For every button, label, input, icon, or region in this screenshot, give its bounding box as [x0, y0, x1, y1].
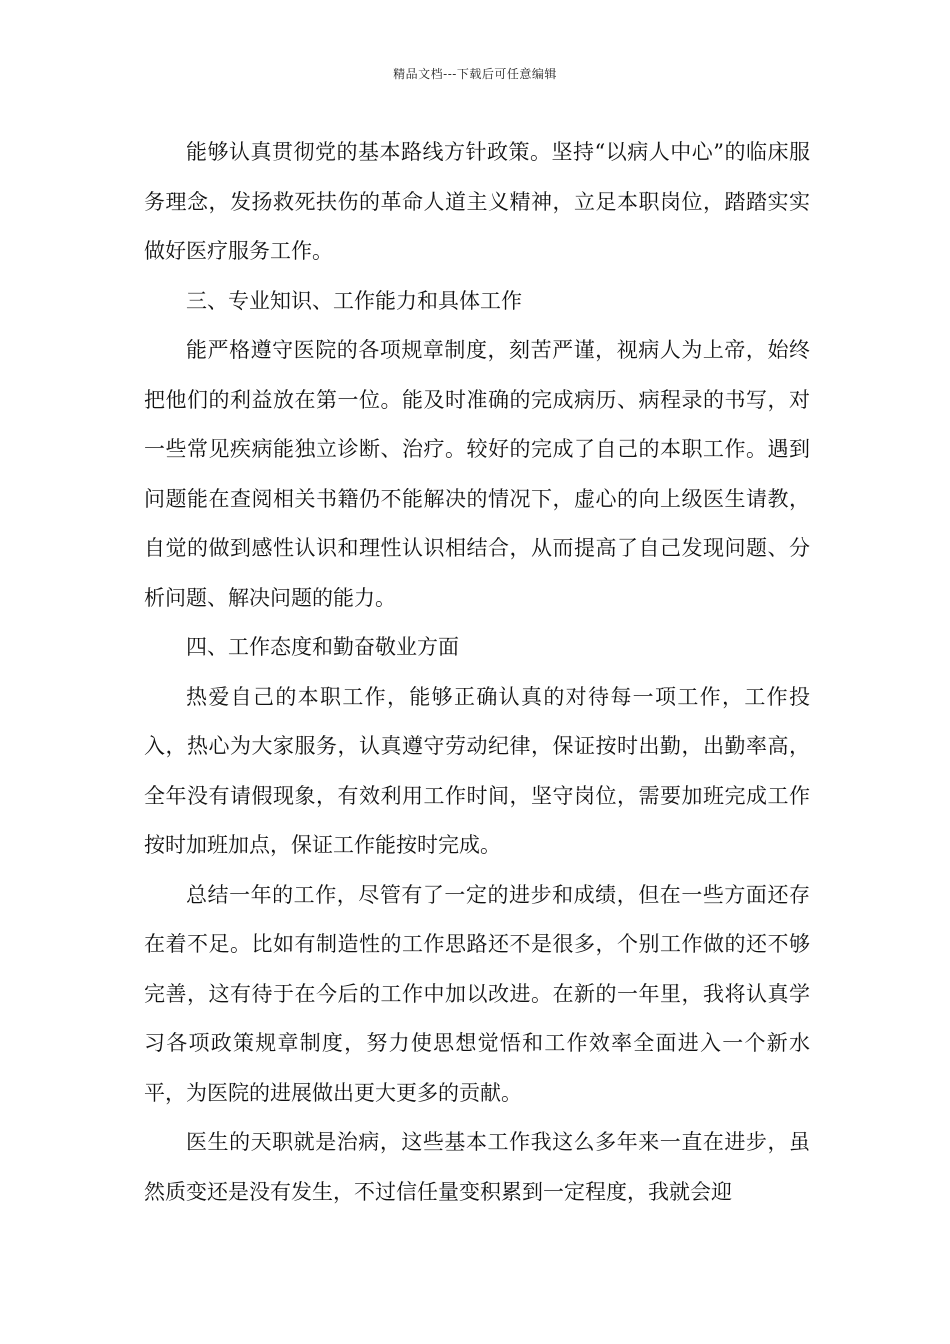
- section-heading-professional-knowledge: 三、专业知识、工作能力和具体工作: [186, 288, 522, 313]
- paragraph-annual-summary: 总结一年的工作，尽管有了一定的进步和成绩，但在一些方面还存在着不足。比如有制造性的工作思路还不是很多，个别工作做的还不够完善，这有待于在今后的工作中加以改进。在新的一年里，我将认真学习各项政策规章制度，努力使思想觉悟和工作效率全面进入一个新水平，为医院的进展做出更大更多的贡献。: [144, 882, 810, 1105]
- paragraph-work-attitude: 热爱自己的本职工作，能够正确认真的对待每一项工作，工作投入，热心为大家服务，认真遵守劳动纪律，保证按时出勤，出勤率高，全年没有请假现象，有效利用工作时间，坚守岗位，需要加班完成工作按时加班加点，保证工作能按时完成。: [144, 684, 810, 857]
- paragraph-doctor-duty: 医生的天职就是治病，这些基本工作我这么多年来一直在进步，虽然质变还是没有发生，不过信任量变积累到一定程度，我就会迎: [144, 1130, 810, 1204]
- paragraph-work-duties: 能严格遵守医院的各项规章制度，刻苦严谨，视病人为上帝，始终把他们的利益放在第一位。能及时准确的完成病历、病程录的书写，对一些常见疾病能独立诊断、治疗。较好的完成了自己的本职工作。遇到问题能在查阅相关书籍仍不能解决的情况下，虚心的向上级医生请教，自觉的做到感性认识和理性认识相结合，从而提高了自己发现问题、分析问题、解决问题的能力。: [144, 338, 810, 610]
- paragraph-party-policy: 能够认真贯彻党的基本路线方针政策。坚持“以病人中心”的临床服务理念，发扬救死扶伤的革命人道主义精神，立足本职岗位，踏踏实实做好医疗服务工作。: [144, 140, 810, 263]
- section-heading-work-attitude: 四、工作态度和勤奋敬业方面: [186, 635, 459, 659]
- page-header: 精品文档---下载后可任意编辑: [393, 67, 557, 81]
- document-body: [144, 128, 810, 1217]
